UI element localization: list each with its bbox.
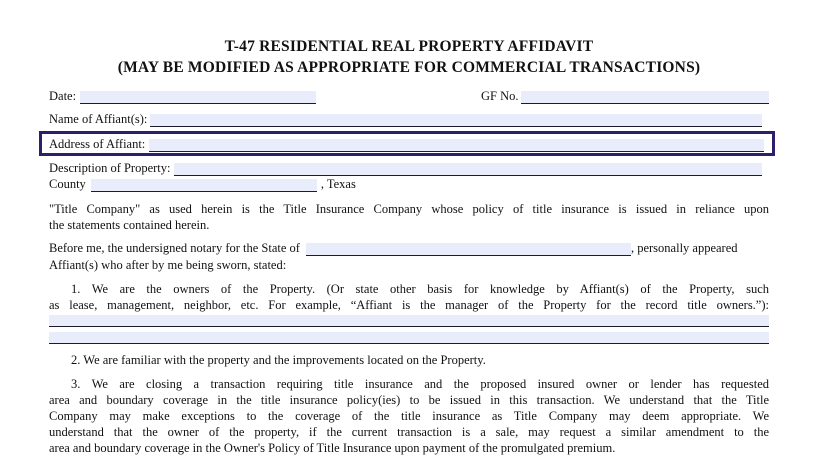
name-label: Name of Affiant(s):	[49, 112, 148, 126]
county-field[interactable]	[91, 179, 317, 192]
gf-label: GF No.	[481, 89, 519, 103]
county-label: County	[49, 177, 86, 191]
texas-label: , Texas	[320, 177, 356, 191]
gf-row	[481, 89, 769, 104]
affiant-address-field[interactable]	[149, 139, 764, 152]
item-3-line-2: area and boundary coverage in the title insurance policy(ies) to be issued in this transaction. We understand that the Title	[49, 393, 769, 407]
item-3-paragraph	[49, 376, 769, 456]
notary-line-2-wrap	[49, 257, 769, 273]
notary-line-2: Affiant(s) who after by me being sworn, stated:	[49, 258, 287, 272]
item-1-line-2: as lease, management, neighbor, etc. For example, “Affiant is the manager of the Property for the record title owners.”):	[49, 298, 769, 312]
title-company-paragraph	[49, 201, 769, 233]
address-row	[49, 137, 764, 152]
form-title: T-47 RESIDENTIAL REAL PROPERTY AFFIDAVIT	[224, 38, 594, 55]
affiant-name-field[interactable]	[150, 114, 762, 127]
description-row	[49, 161, 762, 176]
item-3-line-3: Company may make exceptions to the coverage of the title insurance as Title Company may deem appropriate. We	[49, 409, 769, 423]
address-label: Address of Affiant:	[49, 137, 146, 151]
item-1-answer-line-1[interactable]	[49, 326, 769, 327]
form-subtitle: (MAY BE MODIFIED AS APPROPRIATE FOR COMMERCIAL TRANSACTIONS)	[117, 59, 701, 76]
property-description-field[interactable]	[174, 163, 762, 176]
name-row	[49, 112, 762, 127]
date-row	[49, 89, 316, 104]
date-field[interactable]	[80, 91, 316, 104]
notary-suffix: , personally appeared	[630, 241, 738, 255]
title-company-line-1: "Title Company" as used herein is the Title Insurance Company whose policy of title insurance is issued in reliance upon	[49, 202, 769, 216]
item-3-line-4: understand that the owner of the property, if the current transaction is a sale, may request a similar amendment to the	[49, 425, 769, 439]
item-3-line-5: area and boundary coverage in the Owner's Policy of Title Insurance upon payment of the promulgated premium.	[49, 441, 616, 455]
notary-row	[49, 241, 738, 256]
item-3-line-1: 3. We are closing a transaction requiring title insurance and the proposed insured owner or lender has requested	[71, 377, 769, 391]
gf-number-field[interactable]	[521, 91, 769, 104]
item-2-paragraph	[49, 352, 769, 368]
item-2-line: 2. We are familiar with the property and the improvements located on the Property.	[71, 353, 486, 367]
notary-state-field[interactable]	[306, 243, 631, 256]
notary-prefix: Before me, the undersigned notary for the State of	[49, 241, 300, 255]
description-label: Description of Property:	[49, 161, 171, 175]
date-label: Date:	[49, 89, 77, 103]
county-row	[49, 177, 356, 192]
item-1-line-1: 1. We are the owners of the Property. (Or state other basis for knowledge by Affiant(s) of the Property, such	[71, 282, 769, 296]
item-1-answer-line-2[interactable]	[49, 343, 769, 344]
item-1-paragraph	[49, 281, 769, 313]
title-company-line-2: the statements contained herein.	[49, 218, 210, 232]
